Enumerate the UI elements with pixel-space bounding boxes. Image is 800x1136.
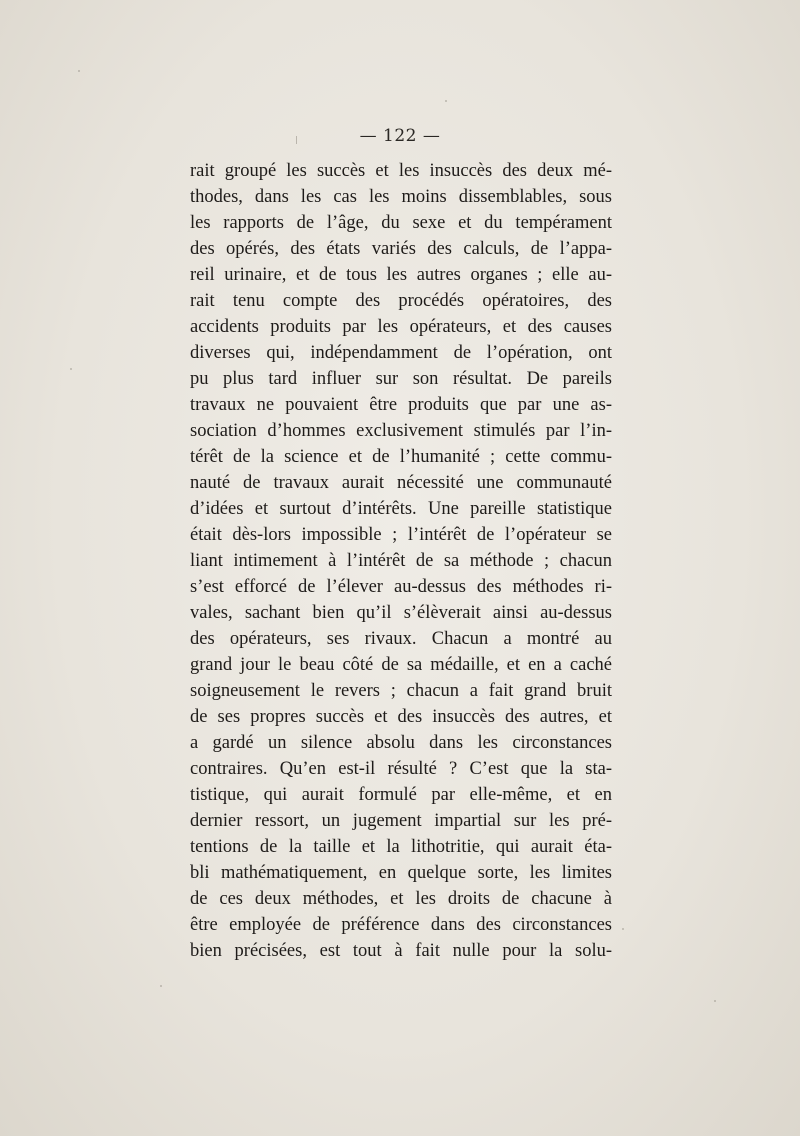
paper-speck — [78, 70, 80, 72]
text-line: s’est efforcé de l’élever au-dessus des méthodes ri- — [190, 577, 612, 597]
text-line: a gardé un silence absolu dans les circonstances — [190, 733, 612, 753]
text-line: sociation d’hommes exclusivement stimulés par l’in- — [190, 421, 612, 441]
text-line: diverses qui, indépendamment de l’opération, ont — [190, 343, 612, 363]
text-line: des opérateurs, ses rivaux. Chacun a montré au — [190, 629, 612, 649]
text-line: de ces deux méthodes, et les droits de chacune à — [190, 889, 612, 909]
text-line: des opérés, des états variés des calculs, de l’appa- — [190, 239, 612, 259]
paper-speck — [70, 368, 72, 370]
text-line: rait tenu compte des procédés opératoires, des — [190, 291, 612, 311]
text-line: accidents produits par les opérateurs, et des causes — [190, 317, 612, 337]
text-line: être employée de préférence dans des circonstances — [190, 915, 612, 935]
text-line: dernier ressort, un jugement impartial sur les pré- — [190, 811, 612, 831]
text-line: térêt de la science et de l’humanité ; cette commu- — [190, 447, 612, 467]
text-line: pu plus tard influer sur son résultat. De pareils — [190, 369, 612, 389]
body-text — [190, 158, 612, 964]
text-line: grand jour le beau côté de sa médaille, et en a caché — [190, 655, 612, 675]
text-line: reil urinaire, et de tous les autres organes ; elle au- — [190, 265, 612, 285]
text-line: rait groupé les succès et les insuccès des deux mé- — [190, 161, 612, 181]
text-line: soigneusement le revers ; chacun a fait grand bruit — [190, 681, 612, 701]
paper-speck — [622, 928, 624, 930]
text-line: tistique, qui aurait formulé par elle-même, et en — [190, 785, 612, 805]
text-line: de ses propres succès et des insuccès des autres, et — [190, 707, 612, 727]
text-line: était dès-lors impossible ; l’intérêt de l’opérateur se — [190, 525, 612, 545]
text-line: contraires. Qu’en est-il résulté ? C’est que la sta- — [190, 759, 612, 779]
text-line: thodes, dans les cas les moins dissemblables, sous — [190, 187, 612, 207]
text-line: bien précisées, est tout à fait nulle pour la solu- — [190, 941, 612, 961]
text-line: tentions de la taille et la lithotritie, qui aurait éta- — [190, 837, 612, 857]
paper-speck — [160, 985, 162, 987]
text-line: nauté de travaux aurait nécessité une communauté — [190, 473, 612, 493]
text-line: vales, sachant bien qu’il s’élèverait ainsi au-dessus — [190, 603, 612, 623]
paper-speck — [714, 1000, 716, 1002]
text-line: d’idées et surtout d’intérêts. Une pareille statistique — [190, 499, 612, 519]
page-number: — 122 — — [359, 126, 441, 146]
text-line: bli mathématiquement, en quelque sorte, les limites — [190, 863, 612, 883]
text-line: liant intimement à l’intérêt de sa méthode ; chacun — [190, 551, 612, 571]
text-line: travaux ne pouvaient être produits que par une as- — [190, 395, 612, 415]
paper-speck — [445, 100, 447, 102]
text-line: les rapports de l’âge, du sexe et du tempérament — [190, 213, 612, 233]
